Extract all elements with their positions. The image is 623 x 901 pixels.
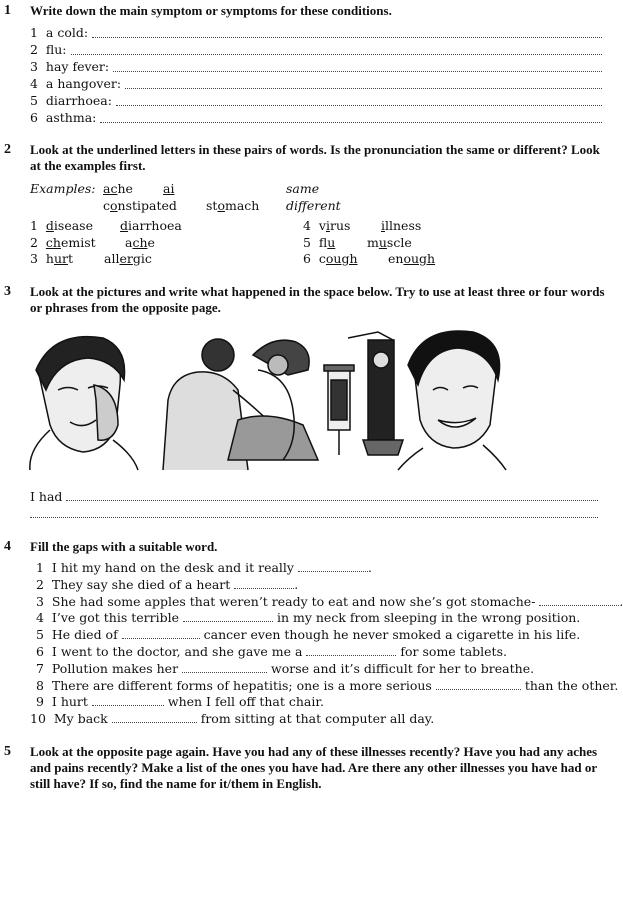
pair-word: ache [125, 235, 155, 250]
pair-word: allergic [104, 251, 152, 266]
answer-line[interactable] [100, 122, 602, 123]
dentist-scene-illustration [163, 339, 318, 470]
example-word: ache [103, 181, 133, 196]
sentence-end: for some tablets. [400, 644, 507, 659]
sentence-end: . [367, 560, 372, 575]
pair-item: 3 hurt [30, 251, 74, 266]
sentence-start: I’ve got this terrible [51, 610, 179, 626]
pair-item: 6 cough [303, 251, 358, 266]
answer-line[interactable] [71, 54, 602, 55]
sentence-end: cancer even though he never smoked a cigarette in his life. [203, 627, 581, 643]
answer-line[interactable] [66, 500, 598, 501]
ex1-item [30, 59, 109, 75]
ex4-item [36, 610, 580, 626]
answer-line[interactable] [125, 88, 602, 89]
exercise-number: 4 [4, 539, 11, 554]
example-word: constipated [103, 198, 177, 213]
exercise-instruction: Fill the gaps with a suitable word. [30, 539, 218, 554]
item-number: 2 [30, 42, 38, 57]
ex4-item [36, 661, 534, 677]
exercise-number: 3 [4, 284, 11, 299]
ex4-item [36, 594, 623, 610]
ex1-item [30, 25, 88, 41]
example-word: ai [163, 181, 175, 196]
item-number: 6 [36, 644, 44, 659]
sentence-start: I hurt [51, 694, 88, 710]
ex1-item [30, 93, 112, 109]
answer-prefix: I had [30, 489, 63, 504]
item-number: 8 [36, 677, 44, 693]
ex1-item [30, 76, 121, 92]
sentence-end [619, 594, 623, 609]
syringe-illustration [324, 365, 354, 455]
gap-blank[interactable] [306, 645, 396, 656]
sentence-end: from sitting at that computer all day. [200, 711, 435, 727]
item-number: 7 [36, 660, 44, 676]
item-label: a hangover: [45, 76, 122, 91]
man-with-toothache-illustration [30, 337, 138, 470]
item-number: 9 [36, 694, 44, 710]
dental-drill-illustration [348, 332, 403, 455]
answer-line[interactable] [116, 105, 602, 106]
gap-blank[interactable] [183, 611, 273, 622]
example-answer: different [286, 198, 341, 213]
pair-word: muscle [367, 235, 412, 250]
sentence-end: worse and it’s difficult for her to breathe. [271, 660, 535, 676]
item-number: 6 [30, 110, 38, 125]
pair-word: illness [381, 218, 422, 233]
ex4-item [36, 560, 372, 576]
gap-blank[interactable] [92, 695, 164, 706]
gap-blank[interactable] [298, 561, 368, 572]
item-label: diarrhoea: [45, 93, 112, 108]
exercise-instruction: Look at the pictures and write what happened in the space below. Try to use at least three or four words or phrases from the opposite page. [30, 284, 605, 315]
pair-word: diarrhoea [120, 218, 182, 233]
item-number: 10 [30, 711, 46, 727]
example-word: stomach [206, 198, 260, 213]
answer-line[interactable] [113, 71, 602, 72]
item-number: 5 [30, 93, 38, 108]
examples-label: Examples: [30, 181, 96, 196]
ex4-item [30, 711, 434, 727]
item-number: 4 [30, 76, 38, 91]
sentence-end: when I fell off that chair. [167, 694, 324, 710]
item-label: hay fever: [45, 59, 110, 74]
illustration [28, 330, 510, 470]
gap-blank[interactable] [436, 679, 521, 690]
example-answer: same [286, 181, 320, 196]
item-label: flu: [45, 42, 67, 57]
item-label: asthma: [45, 110, 97, 125]
pair-item: 2 chemist [30, 235, 96, 250]
ex4-item [36, 577, 298, 593]
sentence-start: My back [53, 711, 108, 727]
pair-word: enough [388, 251, 436, 266]
item-number: 1 [30, 25, 38, 40]
gap-blank[interactable] [234, 578, 294, 589]
gap-blank[interactable] [182, 662, 267, 673]
ex4-item [36, 678, 618, 694]
exercise-number: 5 [4, 744, 11, 759]
item-number: 4 [36, 610, 44, 626]
answer-line[interactable] [92, 37, 602, 38]
exercise-instruction: Look at the underlined letters in these pairs of words. Is the pronunciation the same or different? Look at the examples first. [30, 142, 600, 173]
sentence-end: in my neck from sleeping in the wrong position. [276, 610, 581, 626]
item-number: 2 [36, 576, 44, 592]
item-number: 5 [36, 627, 44, 643]
ex1-item [30, 110, 96, 126]
sentence-end: than the other. [524, 677, 619, 693]
pair-item: 1 disease [30, 218, 93, 233]
ex4-item [36, 644, 507, 660]
gap-blank[interactable] [539, 595, 619, 606]
exercise-number: 1 [4, 3, 11, 18]
gap-blank[interactable] [122, 628, 200, 639]
item-label: a cold: [45, 25, 89, 40]
sentence-start: I hit my hand on the desk and it really [51, 560, 294, 575]
gap-blank[interactable] [112, 712, 197, 723]
exercise-number: 2 [4, 142, 11, 157]
item-number: 1 [36, 560, 44, 575]
exercise-instruction: Write down the main symptom or symptoms for these conditions. [30, 3, 392, 18]
ex4-item [36, 627, 580, 643]
sentence-start: She had some apples that weren’t ready to eat and now she’s got stomache- [51, 593, 536, 609]
sentence-start: Pollution makes her [51, 660, 179, 676]
ex1-item [30, 42, 67, 58]
sentence-start: He died of [51, 627, 118, 643]
sentence-end: . [294, 576, 299, 592]
pair-item: 4 virus [303, 218, 351, 233]
ex4-item [36, 694, 324, 710]
exercise-instruction: Look at the opposite page again. Have you had any of these illnesses recently? Have you had any aches and pains recently? Make a list of the ones you have had. Are there any other illnesses you have had or still have? If so, find the name for it/them in English. [30, 744, 598, 791]
item-number: 3 [30, 59, 38, 74]
pair-item: 5 flu [303, 235, 336, 250]
smiling-man-illustration [398, 331, 506, 470]
sentence-start: They say she died of a heart [51, 576, 231, 592]
answer-line[interactable] [30, 517, 598, 518]
sentence-start: I went to the doctor, and she gave me a [51, 644, 303, 659]
item-number: 3 [36, 593, 44, 609]
sentence-start: There are different forms of hepatitis; one is a more serious [51, 677, 432, 693]
